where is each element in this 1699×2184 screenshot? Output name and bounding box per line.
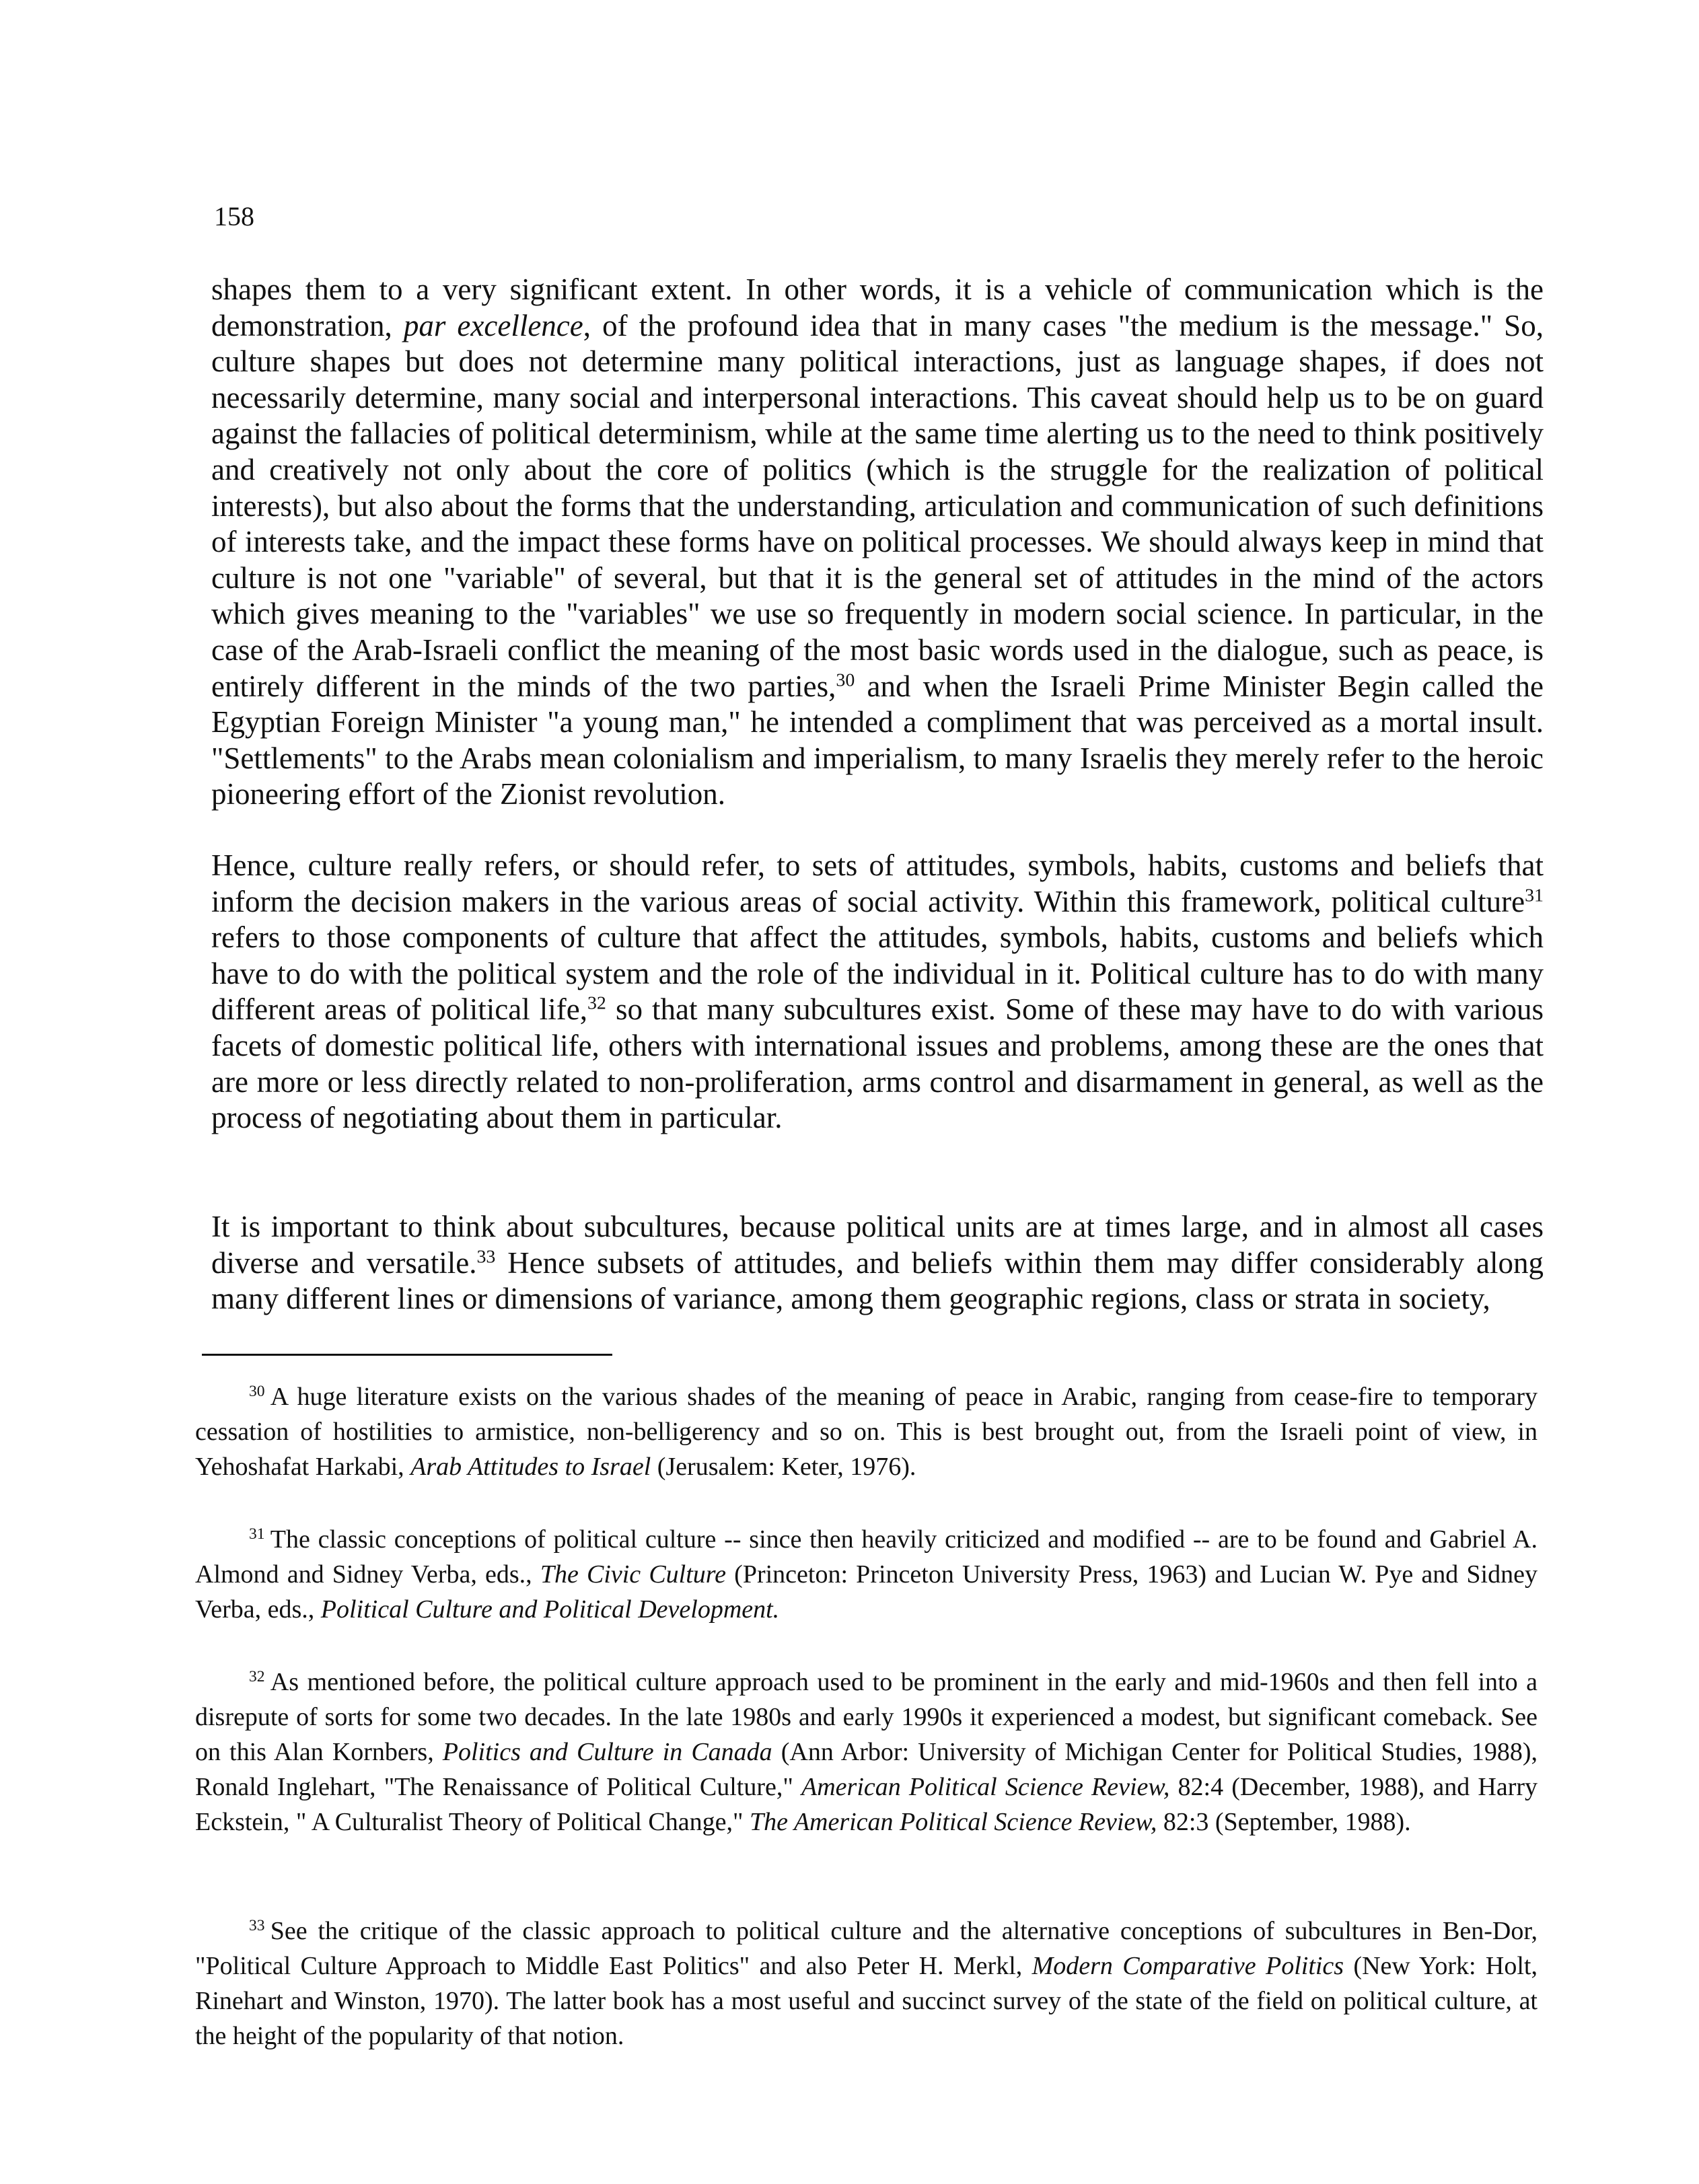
footnote-reference-33: 33 <box>476 1246 496 1268</box>
body-paragraph-2 <box>211 848 1544 1136</box>
text-run: See the critique of the classic approach to political culture and the alternative conceptions of subcultures in Ben-Dor, "Political Culture Approach to Middle East Politics" and also Peter H. Merkl, <box>195 1917 1538 1980</box>
text-run: , of the profound idea that in many cases "the medium is the message." So, culture shapes but does not determine many political interactions, just as language shapes, if does not necessarily determine, many social and interpersonal interactions. This caveat should help us to be on guard against the fallacies of political determinism, while at the same time alerting us to the need to think positively and creatively not only about the core of politics (which is the struggle for the realization of political interests), but also about the forms that the understanding, articulation and communication of such definitions of interests take, and the impact these forms have on political processes. We should always keep in mind that culture is not one "variable" of several, but that it is the general set of attitudes in the mind of the actors which gives meaning to the "variables" we use so frequently in modern social science. In particular, in the case of the Arab-Israeli conflict the meaning of the most basic words used in the dialogue, such as peace, is entirely different in the minds of the two parties, <box>211 308 1544 703</box>
text-run: A huge literature exists on the various shades of the meaning of peace in Arabic, ranging from cease-fire to temporary cessation of hostilities to armistice, non-belligerency and so on. This is best brought out, from the Israeli point of view, in Yehoshafat Harkabi, <box>195 1383 1538 1481</box>
text-run: Hence, culture really refers, or should refer, to sets of attitudes, symbols, habits, customs and beliefs that inform the decision makers in the various areas of social activity. Within this framework, political culture <box>211 848 1544 918</box>
text-run: 82:4 (December, 1988), and Harry Eckstein, " A Culturalist Theory of Political Change," <box>195 1773 1538 1836</box>
text-run: As mentioned before, the political culture approach used to be prominent in the early and mid-1960s and then fell into a disrepute of sorts for some two decades. In the late 1980s and early 1990s it experienced a modest, but significant comeback. See on this Alan Kornbers, <box>195 1668 1538 1766</box>
text-run: so that many subcultures exist. Some of these may have to do with various facets of domestic political life, others with international issues and problems, among these are the ones that are more or less directly related to non-proliferation, arms control and disarmament in general, as well as the process of negotiating about them in particular. <box>211 992 1544 1135</box>
text-run: and when the Israeli Prime Minister Begin called the Egyptian Foreign Minister "a young man," he intended a compliment that was perceived as a mortal insult. "Settlements" to the Arabs mean colonialism and imperialism, to many Israelis they merely refer to the heroic pioneering effort of the Zionist revolution. <box>211 669 1544 811</box>
text-run: (Jerusalem: Keter, 1976). <box>651 1453 916 1481</box>
footnote-reference-32: 32 <box>587 993 606 1015</box>
italic-title: Political Culture and Political Development. <box>320 1595 780 1624</box>
footnote-separator <box>202 1354 612 1356</box>
body-paragraph-3 <box>211 1209 1544 1317</box>
footnote-reference-31: 31 <box>1525 885 1544 906</box>
italic-title: The American Political Science Review, <box>750 1808 1157 1836</box>
italic-title: American Political Science Review, <box>801 1773 1170 1801</box>
footnote-number: 33 <box>249 1917 265 1935</box>
text-run: refers to those components of culture that affect the attitudes, symbols, habits, customs and beliefs which have to do with the political system and the role of the individual in it. Political culture has to do with many different areas of political life, <box>211 920 1544 1027</box>
text-run: The classic conceptions of political culture -- since then heavily criticized and modified -- are to be found and Gabriel A. Almond and Sidney Verba, eds., <box>195 1525 1538 1589</box>
footnote-30 <box>195 1379 1538 1484</box>
italic-phrase: par excellence <box>403 308 583 342</box>
italic-title: Arab Attitudes to Israel <box>410 1453 651 1481</box>
italic-title: Modern Comparative Politics <box>1032 1952 1344 1980</box>
text-run: It is important to think about subcultures, because political units are at times large, and in almost all cases diverse and versatile. <box>211 1210 1544 1280</box>
footnote-number: 30 <box>249 1383 265 1401</box>
footnote-number: 31 <box>249 1525 265 1543</box>
body-paragraph-1 <box>211 272 1544 813</box>
footnote-number: 32 <box>249 1668 265 1686</box>
footnote-32 <box>195 1665 1538 1840</box>
text-run: Hence subsets of attitudes, and beliefs within them may differ considerably along many different lines or dimensions of variance, among them geographic regions, class or strata in society, <box>211 1245 1544 1316</box>
text-run: 82:3 (September, 1988). <box>1157 1808 1411 1836</box>
italic-title: Politics and Culture in Canada <box>442 1738 772 1766</box>
page-number: 158 <box>214 201 254 231</box>
footnote-33 <box>195 1914 1538 2053</box>
text-run: (Ann Arbor: University of Michigan Center for Political Studies, 1988), Ronald Inglehart, "The Renaissance of Political Culture," <box>195 1738 1538 1801</box>
italic-title: The Civic Culture <box>540 1560 727 1589</box>
text-run: (New York: Holt, Rinehart and Winston, 1970). The latter book has a most useful and succinct survey of the state of the field on political culture, at the height of the popularity of that notion. <box>195 1952 1538 2050</box>
text-run: (Princeton: Princeton University Press, 1963) and Lucian W. Pye and Sidney Verba, eds., <box>195 1560 1538 1624</box>
footnote-31 <box>195 1522 1538 1627</box>
footnote-reference-30: 30 <box>836 669 855 691</box>
text-run: shapes them to a very significant extent. In other words, it is a vehicle of communication which is the demonstration, <box>211 272 1544 342</box>
